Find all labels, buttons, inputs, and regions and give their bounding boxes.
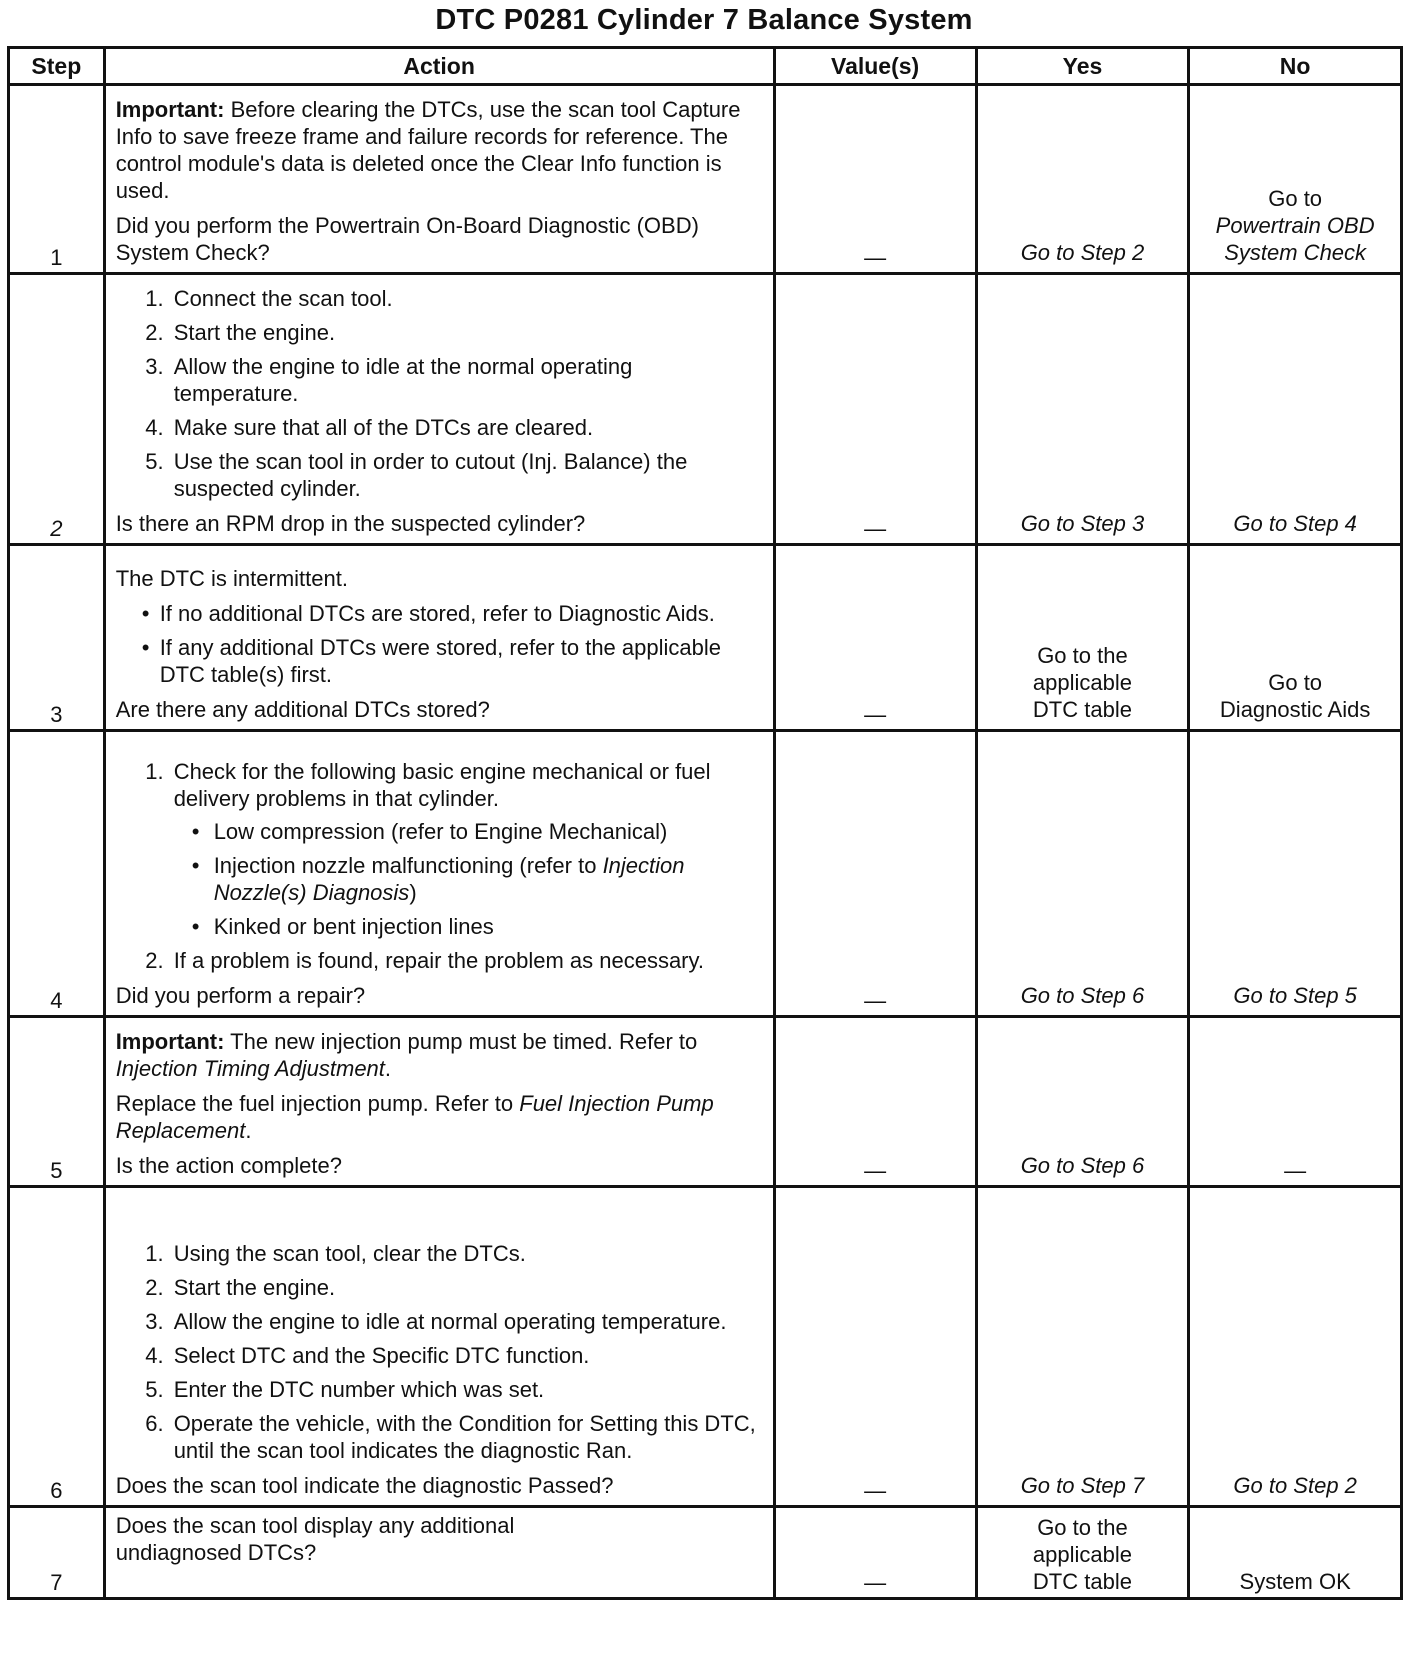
no-cell: System OK — [1189, 1507, 1402, 1599]
bullet-list — [116, 600, 763, 688]
no-cell — [1189, 85, 1402, 274]
list-item: 2. Start the engine. — [170, 319, 763, 346]
action-cell — [104, 85, 774, 274]
step-number: 6 — [9, 1187, 105, 1507]
sub-list-item — [210, 852, 763, 906]
value-cell: — — [774, 1507, 976, 1599]
important-text-end: . — [384, 1056, 392, 1081]
question: Does the scan tool indicate the diagnostic Passed? — [115, 1473, 614, 1498]
value-cell: — — [774, 85, 976, 274]
procedure-list — [116, 1240, 763, 1464]
action-cell — [104, 1187, 774, 1507]
value-cell: — — [774, 274, 976, 545]
question: Are there any additional DTCs stored? — [115, 697, 490, 722]
table-row — [9, 1187, 1402, 1507]
list-item: 2. If a problem is found, repair the problem as necessary. — [170, 947, 763, 974]
list-item: 4. Make sure that all of the DTCs are cleared. — [170, 414, 763, 441]
list-item: 1. Connect the scan tool. — [170, 285, 763, 312]
procedure-list — [116, 285, 763, 502]
yes-cell: Go to Step 6 — [976, 731, 1189, 1017]
page-title: DTC P0281 Cylinder 7 Balance System — [435, 4, 973, 36]
question: Does the scan tool display any additional undiagnosed DTCs? — [115, 1513, 515, 1565]
value-cell: — — [774, 731, 976, 1017]
reference-text: Fuel Injection Pump Replacement — [115, 1091, 714, 1143]
question: Is the action complete? — [115, 1153, 342, 1178]
step-number: 1 — [9, 85, 105, 274]
important-label: Important: — [115, 1029, 225, 1054]
yes-cell: Go to Step 3 — [976, 274, 1189, 545]
header-step: Step — [9, 48, 105, 85]
instruction-text-end: . — [245, 1118, 252, 1143]
action-cell — [104, 731, 774, 1017]
no-cell: Go to Step 5 — [1189, 731, 1402, 1017]
procedure-list — [116, 758, 763, 974]
yes-cell: Go to Step 6 — [976, 1017, 1189, 1187]
instruction-text: Replace the fuel injection pump. Refer to — [115, 1091, 520, 1116]
no-cell: — — [1189, 1017, 1402, 1187]
instruction — [116, 1090, 763, 1144]
list-item — [170, 758, 763, 940]
no-text: Go to — [1268, 186, 1323, 211]
header-action: Action — [104, 48, 774, 85]
yes-cell: Go to Step 7 — [976, 1187, 1189, 1507]
step-number: 7 — [9, 1507, 105, 1599]
list-item: • If no additional DTCs are stored, refer to Diagnostic Aids. — [160, 600, 763, 627]
diagnostic-table — [7, 46, 1403, 1600]
no-cell: Go to Step 2 — [1189, 1187, 1402, 1507]
sub-list-item: • Kinked or bent injection lines — [210, 913, 763, 940]
header-values: Value(s) — [774, 48, 976, 85]
sub-list-text-end: ) — [409, 880, 417, 905]
step-number: 2 — [9, 274, 105, 545]
table-row — [9, 731, 1402, 1017]
list-item: 3. Allow the engine to idle at the normal operating temperature. — [170, 353, 763, 407]
list-item: 4. Select DTC and the Specific DTC function. — [170, 1342, 763, 1369]
yes-cell: Go to the applicable DTC table — [976, 545, 1189, 731]
table-row — [9, 274, 1402, 545]
question: Did you perform the Powertrain On-Board Diagnostic (OBD) System Check? — [115, 213, 699, 265]
step-number: 5 — [9, 1017, 105, 1187]
list-item: 1. Using the scan tool, clear the DTCs. — [170, 1240, 763, 1267]
table-row — [9, 1507, 1402, 1599]
step-number: 4 — [9, 731, 105, 1017]
table-row — [9, 545, 1402, 731]
header-yes: Yes — [976, 48, 1189, 85]
value-cell: — — [774, 1017, 976, 1187]
sub-bullet-list — [174, 818, 763, 940]
important-text: The new injection pump must be timed. Refer to — [224, 1029, 698, 1054]
sub-list-item: • Low compression (refer to Engine Mechanical) — [210, 818, 763, 845]
list-item: 3. Allow the engine to idle at normal operating temperature. — [170, 1308, 763, 1335]
yes-cell: Go to the applicable DTC table — [976, 1507, 1189, 1599]
step-number: 3 — [9, 545, 105, 731]
list-item: • If any additional DTCs were stored, refer to the applicable DTC table(s) first. — [160, 634, 763, 688]
reference-text: Injection Timing Adjustment — [115, 1056, 385, 1081]
reference-text: Injection Nozzle(s) Diagnosis — [213, 853, 685, 905]
important-label: Important: — [115, 97, 225, 122]
value-cell: — — [774, 1187, 976, 1507]
no-cell: Go to Step 4 — [1189, 274, 1402, 545]
action-cell — [104, 1017, 774, 1187]
question: Is there an RPM drop in the suspected cylinder? — [115, 511, 586, 536]
list-item: 6. Operate the vehicle, with the Condition for Setting this DTC, until the scan tool indicates the diagnostic Ran. — [170, 1410, 763, 1464]
list-item-text: Check for the following basic engine mechanical or fuel delivery problems in that cylinder. — [173, 759, 711, 811]
table-row — [9, 85, 1402, 274]
value-cell: — — [774, 545, 976, 731]
table-row — [9, 1017, 1402, 1187]
list-item: 2. Start the engine. — [170, 1274, 763, 1301]
sub-list-text: Injection nozzle malfunctioning (refer to — [213, 853, 603, 878]
list-item: 5. Enter the DTC number which was set. — [170, 1376, 763, 1403]
important-text: Before clearing the DTCs, use the scan tool Capture Info to save freeze frame and failure records for reference. The control module's data is deleted once the Clear Info function is used. — [115, 97, 741, 203]
list-item: 5. Use the scan tool in order to cutout (Inj. Balance) the suspected cylinder. — [170, 448, 763, 502]
action-cell — [104, 545, 774, 731]
question: Did you perform a repair? — [115, 983, 366, 1008]
important-note — [116, 1028, 763, 1082]
no-link-text: Powertrain OBD System Check — [1215, 213, 1375, 265]
yes-cell: Go to Step 2 — [976, 85, 1189, 274]
header-no: No — [1189, 48, 1402, 85]
important-note — [116, 96, 763, 204]
action-cell — [104, 274, 774, 545]
intro-text: The DTC is intermittent. — [115, 566, 348, 591]
table-header-row — [9, 48, 1402, 85]
action-cell — [104, 1507, 774, 1599]
no-cell: Go to Diagnostic Aids — [1189, 545, 1402, 731]
